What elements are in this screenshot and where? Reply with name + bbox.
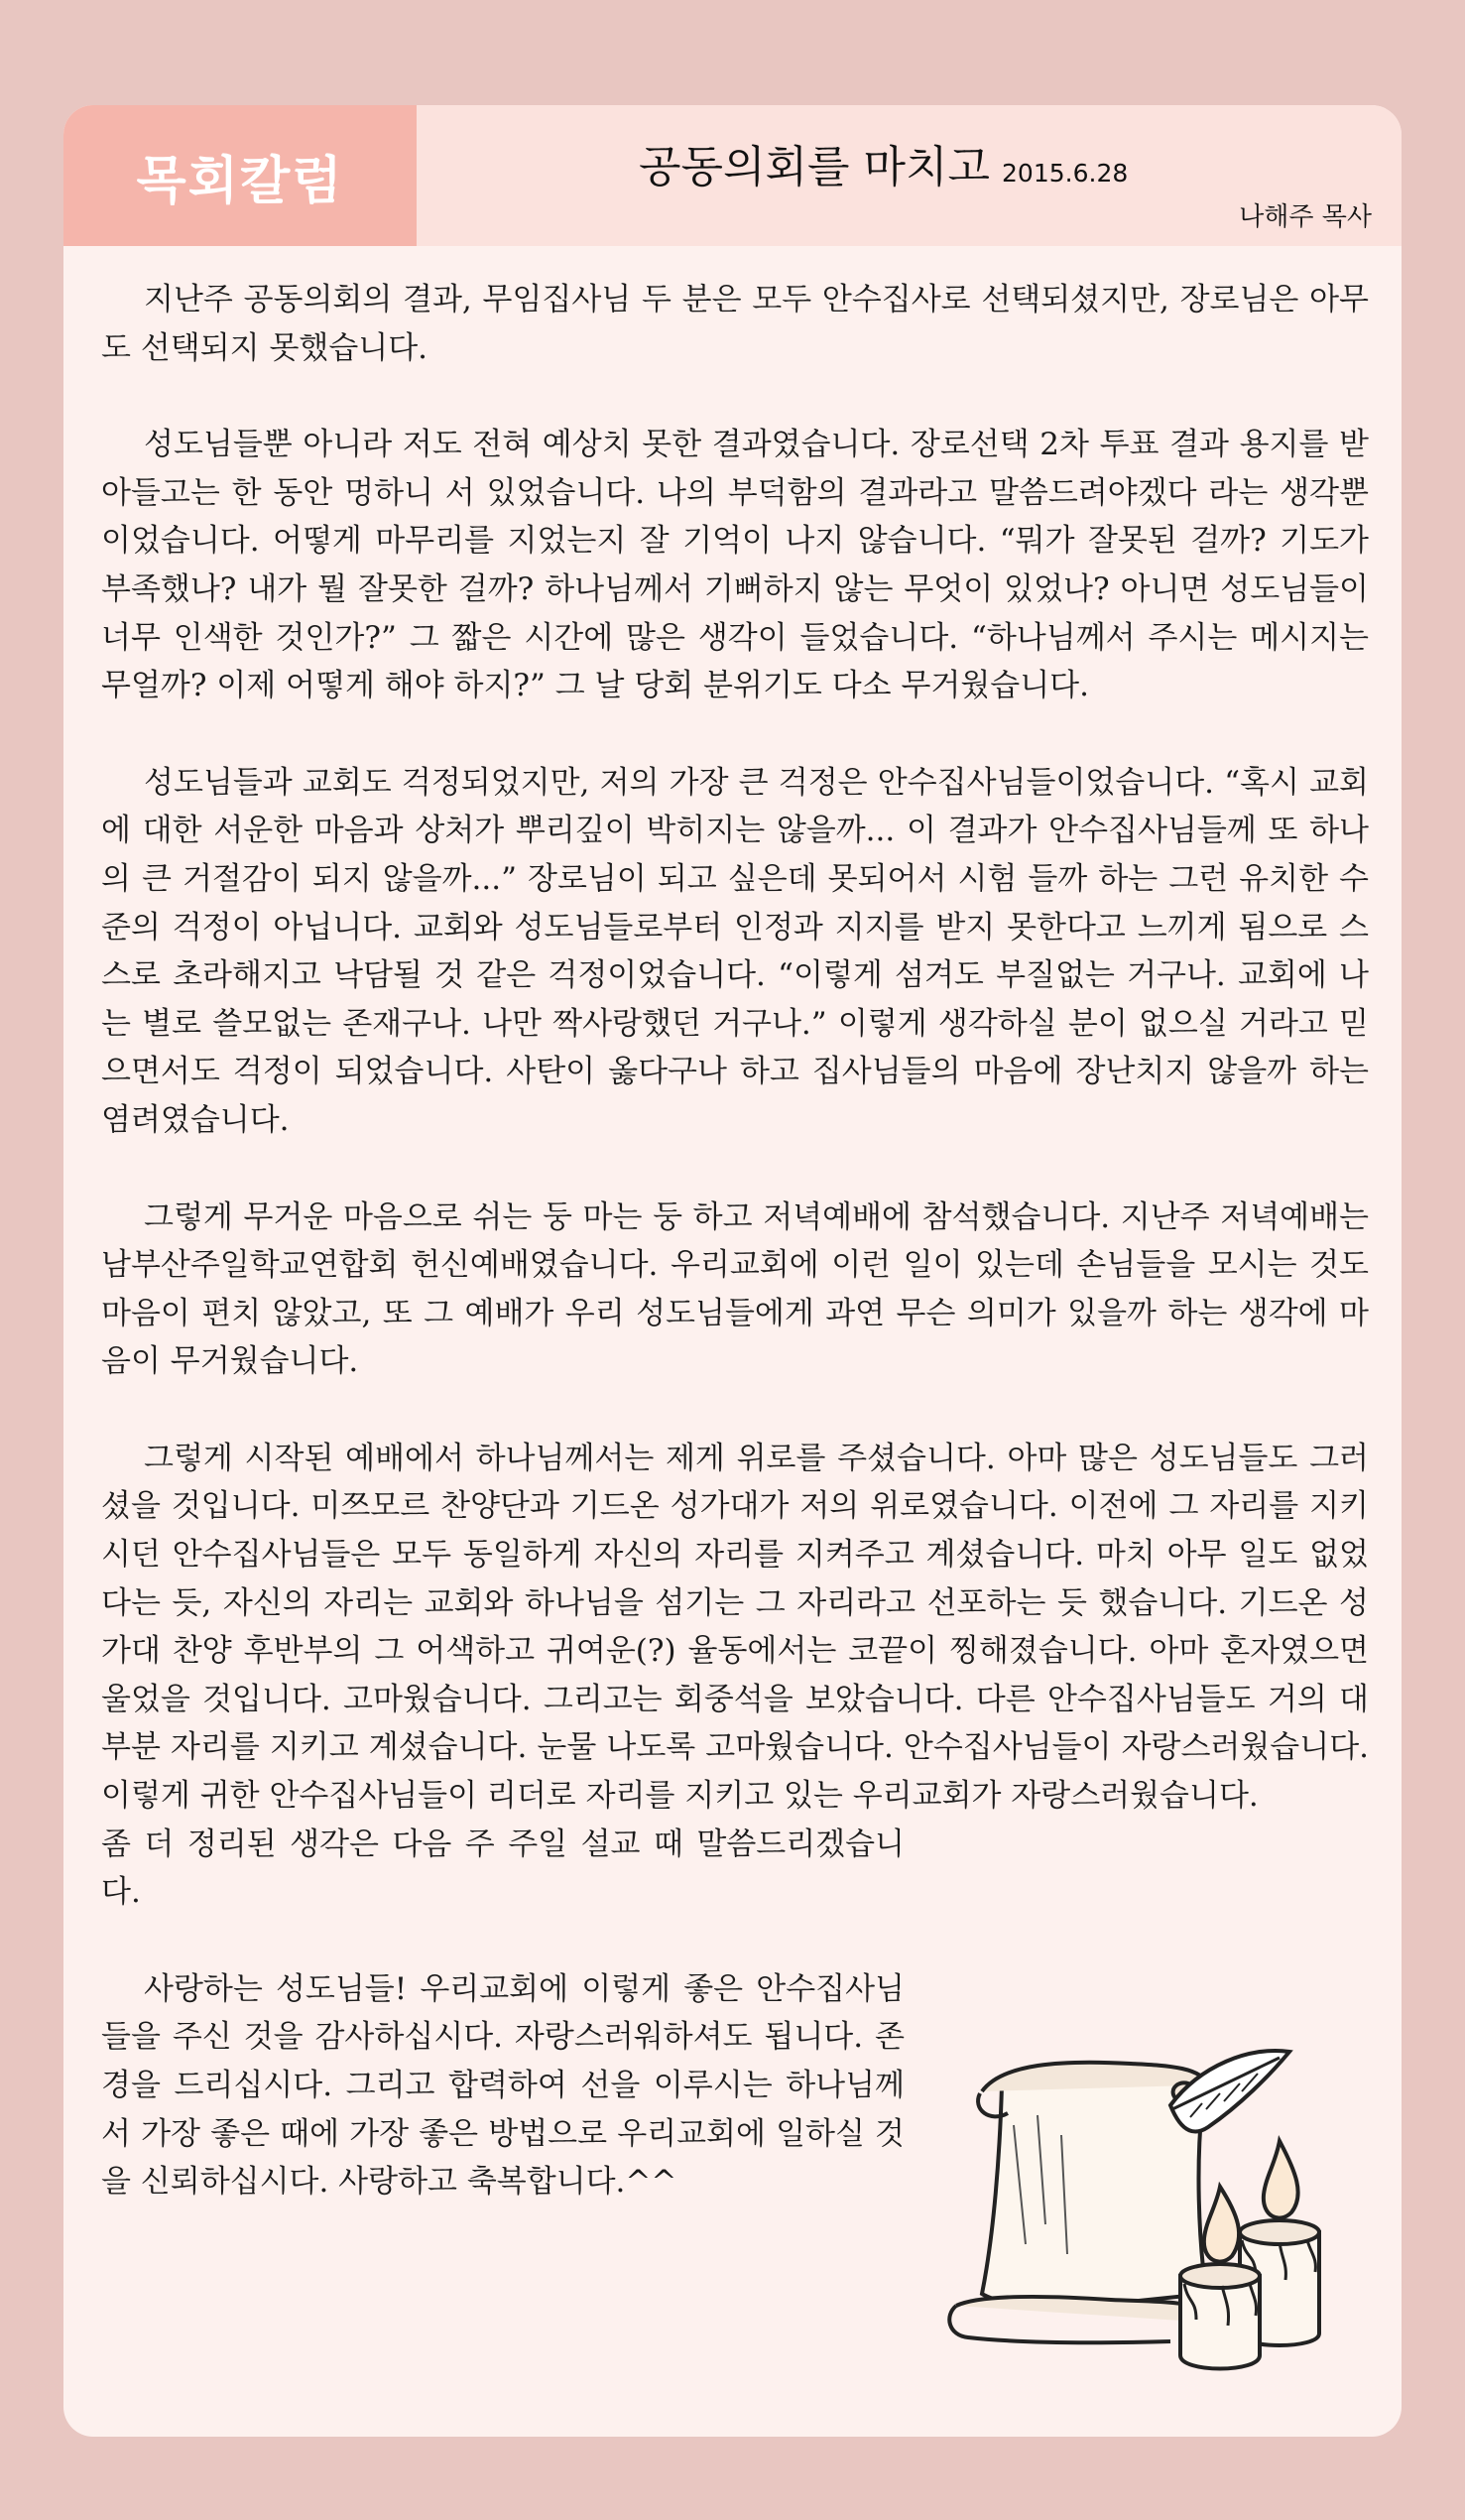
section-label: 목회칼럼: [136, 151, 344, 211]
column-author: 나해주 목사: [1239, 202, 1372, 232]
column-date: 2015.6.28: [1002, 159, 1129, 188]
scroll-quill-candles-icon: [942, 2046, 1349, 2383]
paragraph-4: 그렇게 무거운 마음으로 쉬는 둥 마는 둥 하고 저녁예배에 참석했습니다. 지난주 저녁예배는 남부산주일학교연합회 헌신예배였습니다. 우리교회에 이런 일이 있는데 손님들을 모시는 것도 마음이 편치 않았고, 또 그 예배가 우리 성도님들에게 과연 무슨 의미가 있을까 하는 생각에 마음이 무거웠습니다.: [101, 1198, 1369, 1380]
paragraph-1: 지난주 공동의회의 결과, 무임집사님 두 분은 모두 안수집사로 선택되셨지만, 장로님은 아무도 선택되지 못했습니다.: [101, 282, 1369, 366]
column-body: [101, 276, 1369, 2255]
paragraph-5: 그렇게 시작된 예배에서 하나님께서는 제게 위로를 주셨습니다. 아마 많은 성도님들도 그러셨을 것입니다. 미쯔모르 찬양단과 기드온 성가대가 저의 위로였습니다. 이전에 그 자리를 지키시던 안수집사님들은 모두 동일하게 자신의 자리를 지켜주고 계셨습니다. 마치 아무 일도 없었다는 듯, 자신의 자리는 교회와 하나님을 섬기는 그 자리라고 선포하는 듯 했습니다. 기드온 성가대 찬양 후반부의 그 어색하고 귀여운(?) 율동에서는 코끝이 찡해졌습니다. 아마 혼자였으면 울었을 것입니다. 고마웠습니다. 그리고는 회중석을 보았습니다. 다른 안수집사님들도 거의 대부분 자리를 지키고 계셨습니다. 눈물 나도록 고마웠습니다. 안수집사님들이 자랑스러웠습니다. 이렇게 귀한 안수집사님들이 리더로 자리를 지키고 있는 우리교회가 자랑스러웠습니다.: [101, 1440, 1369, 1815]
column-card: [63, 105, 1402, 2437]
paragraph-2: 성도님들뿐 아니라 저도 전혀 예상치 못한 결과였습니다. 장로선택 2차 투표 결과 용지를 받아들고는 한 동안 멍하니 서 있었습니다. 나의 부덕함의 결과라고 말씀드려야겠다 라는 생각뿐이었습니다. 어떻게 마무리를 지었는지 잘 기억이 나지 않습니다. “뭐가 잘못된 걸까? 기도가 부족했나? 내가 뭘 잘못한 걸까? 하나님께서 기뻐하지 않는 무엇이 있었나? 아니면 성도님들이 너무 인색한 것인가?” 그 짧은 시간에 많은 생각이 들었습니다. “하나님께서 주시는 메시지는 무얼까? 이제 어떻게 해야 하지?” 그 날 당회 분위기도 다소 무거웠습니다.: [101, 427, 1369, 704]
paragraph-6: 사랑하는 성도님들! 우리교회에 이렇게 좋은 안수집사님들을 주신 것을 감사하십시다. 자랑스러워하셔도 됩니다. 존경을 드리십시다. 그리고 합력하여 선을 이루시는 하나님께서 가장 좋은 때에 가장 좋은 방법으로 우리교회에 일하실 것을 신뢰하십시다. 사랑하고 축복합니다.^^: [101, 1970, 905, 2201]
paragraph-3: 성도님들과 교회도 걱정되었지만, 저의 가장 큰 걱정은 안수집사님들이었습니다. “혹시 교회에 대한 서운한 마음과 상처가 뿌리깊이 박히지는 않을까... 이 결과가 안수집사님들께 또 하나의 큰 거절감이 되지 않을까...” 장로님이 되고 싶은데 못되어서 시험 들까 하는 그런 유치한 수준의 걱정이 아닙니다. 교회와 성도님들로부터 인정과 지지를 받지 못한다고 느끼게 됨으로 스스로 초라해지고 낙담될 것 같은 걱정이었습니다. “이렇게 섬겨도 부질없는 거구나. 교회에 나는 별로 쓸모없는 존재구나. 나만 짝사랑했던 거구나.” 이렇게 생각하실 분이 없으실 거라고 믿으면서도 걱정이 되었습니다. 사탄이 옳다구나 하고 집사님들의 마음에 장난치지 않을까 하는 염려였습니다.: [101, 764, 1369, 1138]
paragraph-5-continued: 좀 더 정리된 생각은 다음 주 주일 설교 때 말씀드리겠습니다.: [101, 1826, 905, 1911]
section-label-tab: [63, 105, 417, 246]
column-header: [63, 105, 1402, 246]
column-title: 공동의회를 마치고: [639, 142, 991, 192]
title-line: [639, 131, 1128, 194]
